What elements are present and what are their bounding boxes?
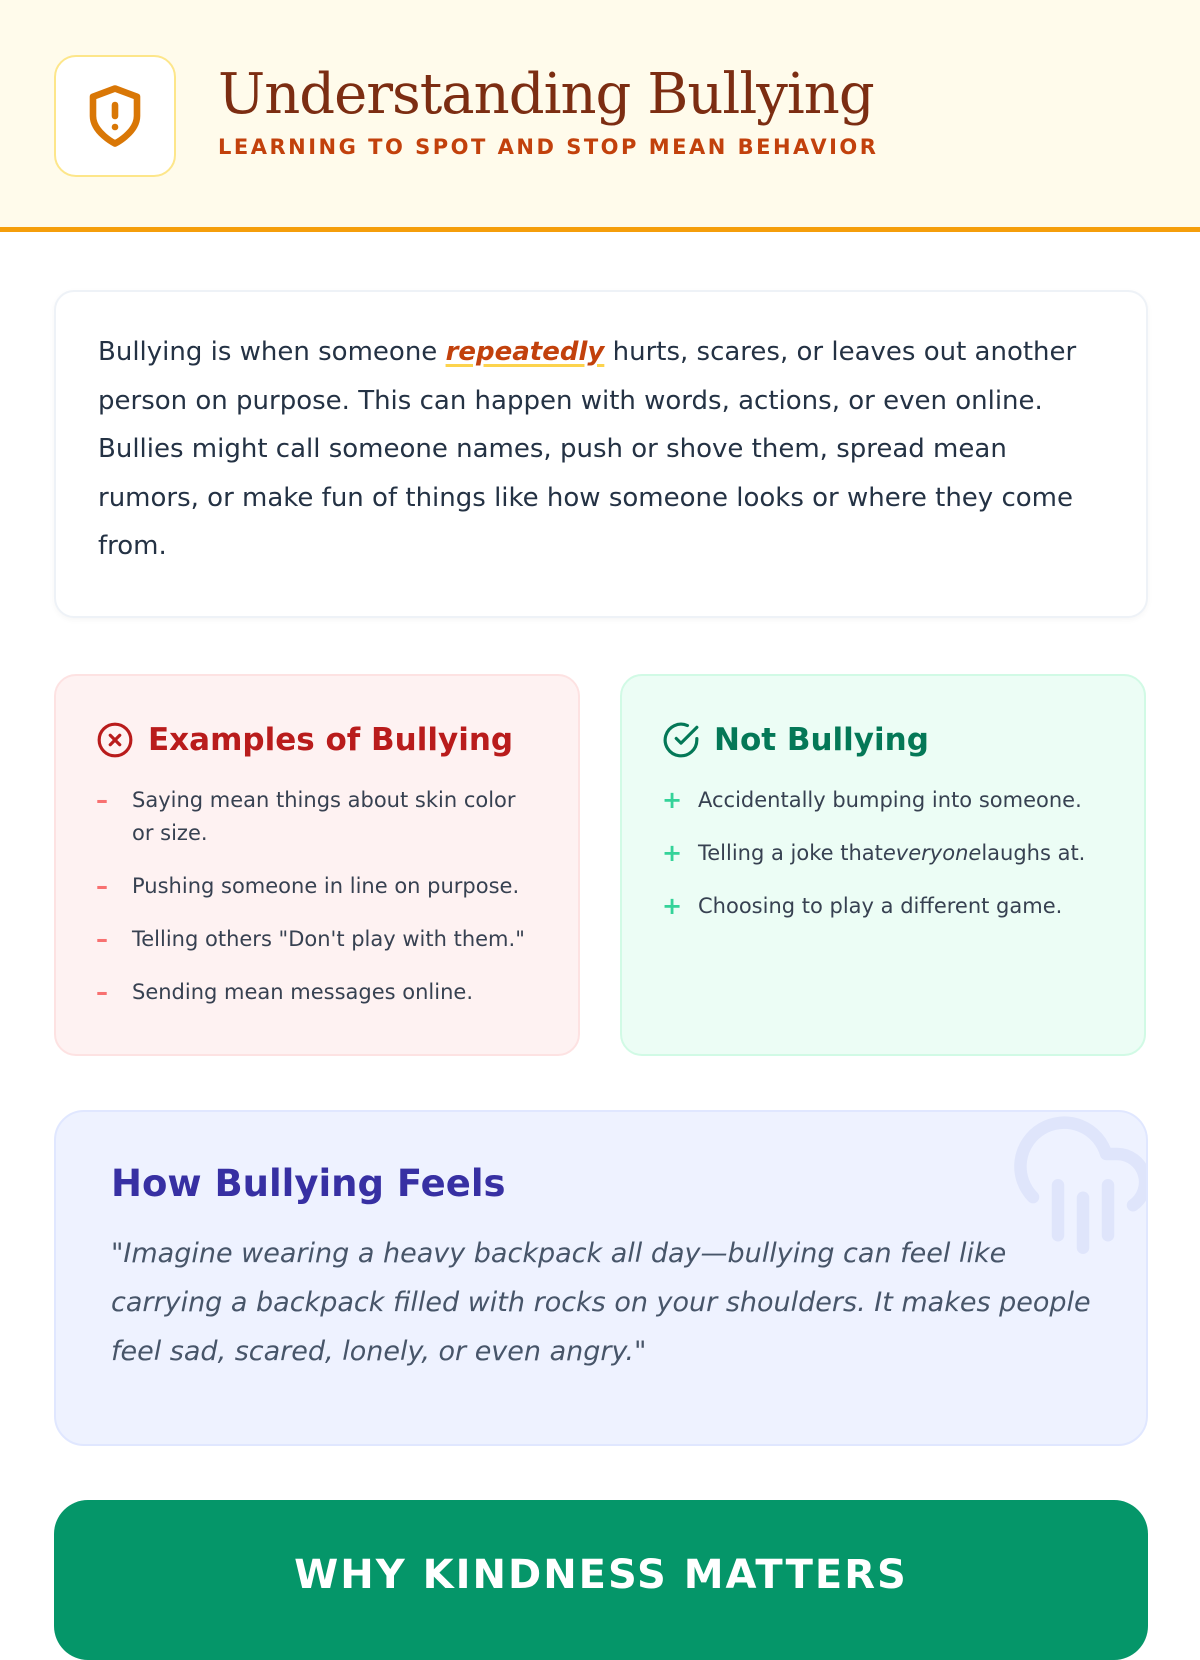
page-title: Understanding Bullying [218, 62, 874, 127]
plus-icon: + [662, 892, 683, 920]
list-item-text-end: laughs at. [981, 841, 1086, 865]
feelings-quote: "Imagine wearing a heavy backpack all day—bullying can feel like carrying a backpack filled with rocks on your shoulders. It makes people feel sad, scared, lonely, or even angry." [111, 1238, 1091, 1367]
list-item-emphasis: everyone [882, 841, 982, 865]
list-item-text: Sending mean messages online. [132, 980, 473, 1004]
list-item-text-start: Telling a joke that [698, 841, 883, 865]
bullying-examples-card [54, 674, 580, 1056]
dash-icon: – [96, 925, 108, 953]
list-item [96, 923, 538, 956]
intro-emphasis: repeatedly [445, 337, 605, 367]
shield-alert-icon [82, 79, 148, 153]
list-item [662, 837, 1104, 870]
page-subtitle: LEARNING TO SPOT AND STOP MEAN BEHAVIOR [218, 135, 879, 159]
list-item-text: Saying mean things about skin color or size. [132, 788, 516, 845]
dash-icon: – [96, 978, 108, 1006]
dash-icon: – [96, 872, 108, 900]
feelings-heading: How Bullying Feels [111, 1162, 506, 1205]
list-item [96, 784, 538, 850]
intro-text-start: Bullying is when someone [98, 337, 446, 367]
logo-badge [54, 55, 176, 177]
check-circle-icon [662, 721, 700, 759]
plus-icon: + [662, 786, 683, 814]
kindness-heading: WHY KINDNESS MATTERS [294, 1552, 908, 1598]
plus-icon: + [662, 839, 683, 867]
list-item-text: Telling others "Don't play with them." [132, 927, 525, 951]
kindness-banner [54, 1500, 1148, 1660]
feelings-card [54, 1110, 1148, 1446]
list-item-text: Choosing to play a different game. [698, 894, 1063, 918]
bullying-examples-heading: Examples of Bullying [148, 722, 514, 758]
list-item-text: Accidentally bumping into someone. [698, 788, 1082, 812]
list-item-text [698, 837, 1085, 870]
x-circle-icon [96, 721, 134, 759]
list-item [662, 890, 1104, 923]
not-bullying-list [662, 784, 1104, 923]
list-item [96, 976, 538, 1009]
bullying-examples-header [96, 716, 538, 764]
not-bullying-card [620, 674, 1146, 1056]
list-item [662, 784, 1104, 817]
list-item [96, 870, 538, 903]
not-bullying-heading: Not Bullying [714, 722, 929, 758]
intro-card [54, 290, 1148, 618]
cloud-rain-icon [1008, 1110, 1148, 1254]
bullying-examples-list [96, 784, 538, 1009]
intro-text-end: hurts, scares, or leaves out another person on purpose. This can happen with words, actions, or even online. Bullies might call someone names, push or shove them, spread mean rumors, or make fun of things like how someone looks or where they come from. [98, 337, 1077, 561]
list-item-text: Pushing someone in line on purpose. [132, 874, 520, 898]
not-bullying-header [662, 716, 1104, 764]
page-header [0, 0, 1200, 232]
dash-icon: – [96, 786, 108, 814]
